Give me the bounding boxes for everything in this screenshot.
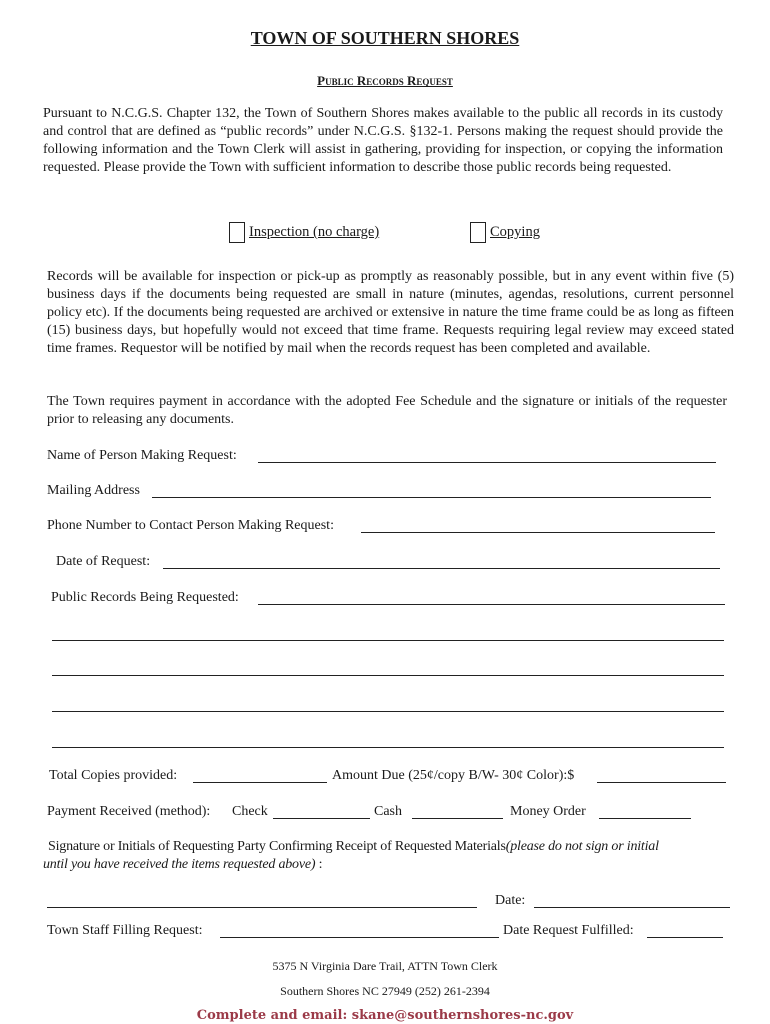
money-order-field[interactable] <box>599 818 691 819</box>
signature-date-field[interactable] <box>534 907 730 908</box>
date-of-request-field[interactable] <box>163 568 720 569</box>
cash-field[interactable] <box>412 818 503 819</box>
check-label: Check <box>232 804 268 819</box>
inspection-label: Inspection (no charge) <box>249 223 380 240</box>
amount-due-field[interactable] <box>597 782 726 783</box>
records-requested-line-3[interactable] <box>52 675 724 676</box>
staff-filling-field[interactable] <box>220 937 499 938</box>
inspection-checkbox[interactable] <box>229 222 245 243</box>
email-instructions-link[interactable]: Complete and email: skane@southernshores-nc.gov <box>196 1008 574 1023</box>
phone-label: Phone Number to Contact Person Making Request: <box>47 518 334 533</box>
signature-date-label: Date: <box>495 893 526 908</box>
records-requested-field[interactable] <box>258 604 725 605</box>
total-copies-label: Total Copies provided: <box>49 768 178 783</box>
copying-label: Copying <box>490 223 540 240</box>
form-subtitle: Public Records Request <box>317 73 453 88</box>
date-of-request-label: Date of Request: <box>56 554 151 569</box>
footer-city-phone: Southern Shores NC 27949 (252) 261-2394 <box>280 984 490 998</box>
records-requested-line-2[interactable] <box>52 640 724 641</box>
total-copies-field[interactable] <box>193 782 327 783</box>
phone-field[interactable] <box>361 532 715 533</box>
copying-checkbox[interactable] <box>470 222 486 243</box>
name-field[interactable] <box>258 462 716 463</box>
records-requested-line-4[interactable] <box>52 711 724 712</box>
staff-filling-label: Town Staff Filling Request: <box>47 923 203 938</box>
records-requested-line-5[interactable] <box>52 747 724 748</box>
intro-paragraph: Pursuant to N.C.G.S. Chapter 132, the Town of Southern Shores makes available to the public all records in its custody and control that are defined as “public records” under N.C.G.S. §132-1. Persons making the request should provide the following information and the Town Clerk will assist in gathering, providing for inspection, or copying the information requested. Please provide the Town with sufficient information to describe those public records being requested. <box>43 106 723 175</box>
date-fulfilled-field[interactable] <box>647 937 723 938</box>
payment-method-label: Payment Received (method): <box>47 804 211 819</box>
amount-due-label: Amount Due (25¢/copy B/W- 30¢ Color):$ <box>332 768 575 783</box>
name-label: Name of Person Making Request: <box>47 448 237 463</box>
availability-paragraph: Records will be available for inspection or pick-up as promptly as reasonably possible, but in any event within five (5) business days if the documents being requested are small in nature (minutes, agendas, resolutions, current personnel policy etc). If the documents being requested are archived or extensive in nature the time frame could be as long as fifteen (15) business days, but hopefully would not exceed that time frame. Requests requiring legal review may exceed stated time frames. Requestor will be notified by mail when the records request has been completed and available. <box>47 269 734 356</box>
mailing-address-label: Mailing Address <box>47 483 140 498</box>
option-copying[interactable] <box>470 222 540 243</box>
mailing-address-field[interactable] <box>152 497 711 498</box>
signature-field[interactable] <box>47 907 477 908</box>
page-title: TOWN OF SOUTHERN SHORES <box>250 28 520 48</box>
cash-label: Cash <box>374 804 402 819</box>
signature-note-line: until you have received the items requested above) : <box>43 857 323 872</box>
signature-label: Signature or Initials of Requesting Party Confirming Receipt of Requested Materials(please do not sign or initial <box>48 839 659 854</box>
signature-note-end: until you have received the items requested above) <box>43 857 316 872</box>
signature-note-start: (please do not sign or initial <box>505 839 659 854</box>
footer-address: 5375 N Virginia Dare Trail, ATTN Town Clerk <box>272 959 498 973</box>
option-inspection[interactable] <box>229 222 379 243</box>
date-fulfilled-label: Date Request Fulfilled: <box>503 923 634 938</box>
payment-note-paragraph: The Town requires payment in accordance with the adopted Fee Schedule and the signature or initials of the requester prior to releasing any documents. <box>47 394 727 427</box>
money-order-label: Money Order <box>510 804 586 819</box>
check-field[interactable] <box>273 818 370 819</box>
records-requested-label: Public Records Being Requested: <box>51 590 239 605</box>
